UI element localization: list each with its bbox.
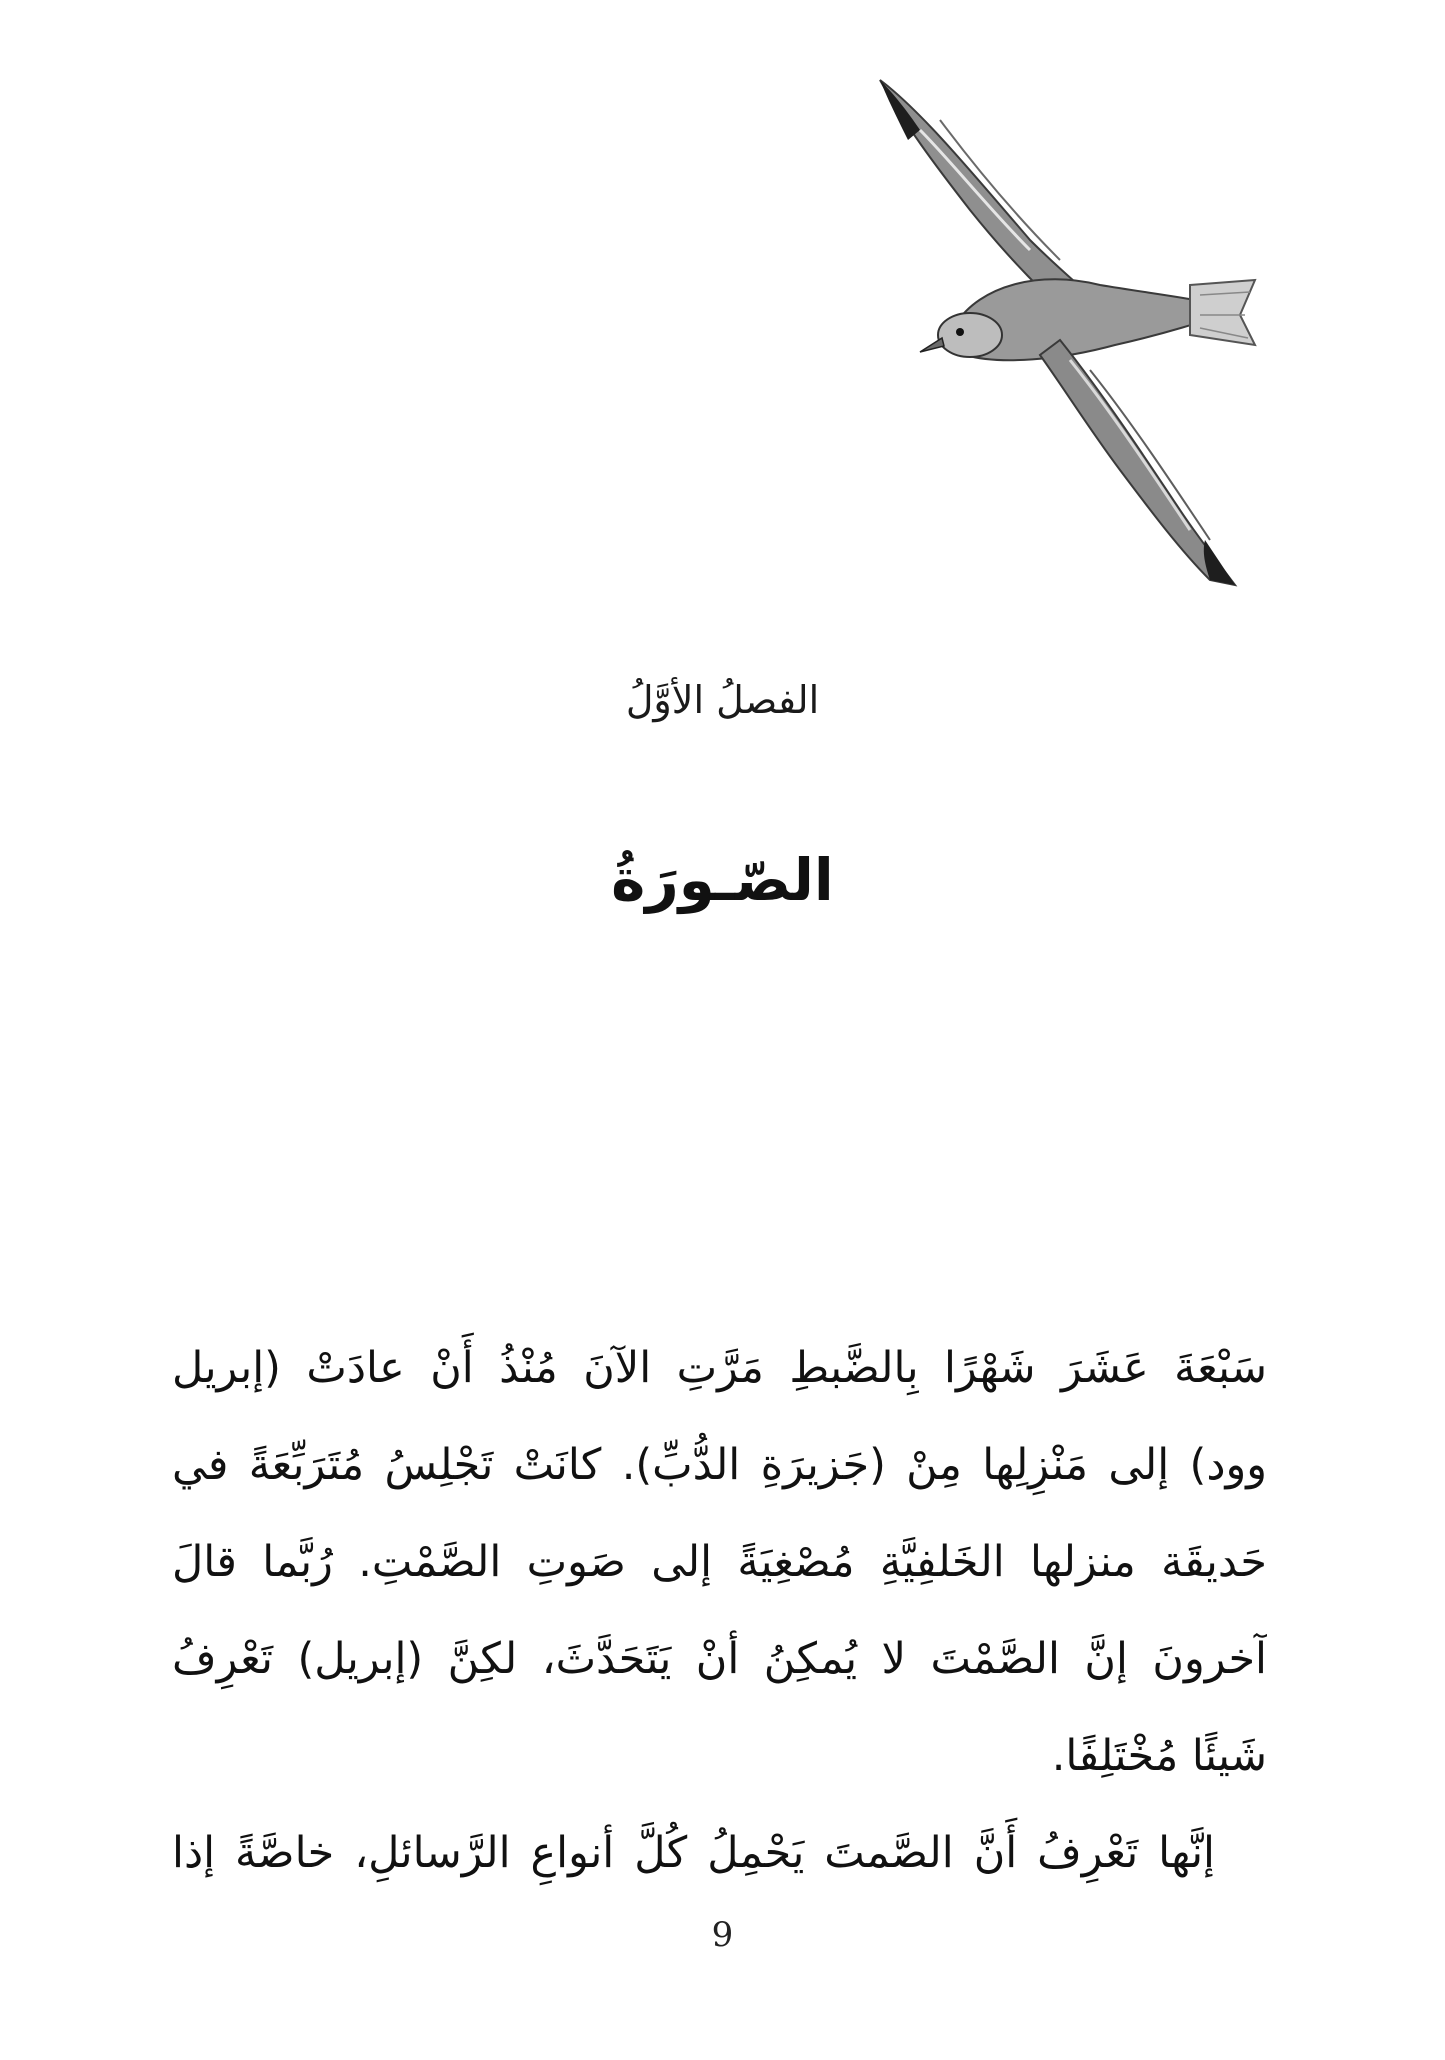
- chapter-title: الصّـورَةُ: [611, 846, 834, 914]
- seagull-flying-icon: [860, 70, 1260, 600]
- text-line: وود) إلى مَنْزِلِها مِنْ (جَزيرَةِ الدُّبِّ). كانَتْ تَجْلِسُ مُتَرَبِّعَةً في: [172, 1440, 1267, 1490]
- text-line: آخرونَ إنَّ الصَّمْتَ لا يُمكِنُ أنْ يَتَحَدَّثَ، لكِنَّ (إبريل) تَعْرِفُ: [172, 1634, 1267, 1684]
- page-number: 9: [711, 1915, 734, 1955]
- chapter-label: الفصلُ الأوَّلُ: [625, 678, 820, 722]
- text-line: حَديقَة منزلها الخَلفِيَّةِ مُصْغِيَةً إلى صَوتِ الصَّمْتِ. رُبَّما قالَ: [172, 1537, 1267, 1587]
- text-line: إنَّها تَعْرِفُ أَنَّ الصَّمتَ يَحْمِلُ كُلَّ أنواعِ الرَّسائلِ، خاصَّةً إذا: [172, 1828, 1215, 1878]
- text-line: شَيئًا مُخْتَلِفًا.: [1051, 1731, 1267, 1781]
- body-paragraph: [172, 1320, 1267, 1902]
- text-line: سَبْعَةَ عَشَرَ شَهْرًا بِالضَّبطِ مَرَّتِ الآنَ مُنْذُ أَنْ عادَتْ (إبريل: [172, 1343, 1267, 1393]
